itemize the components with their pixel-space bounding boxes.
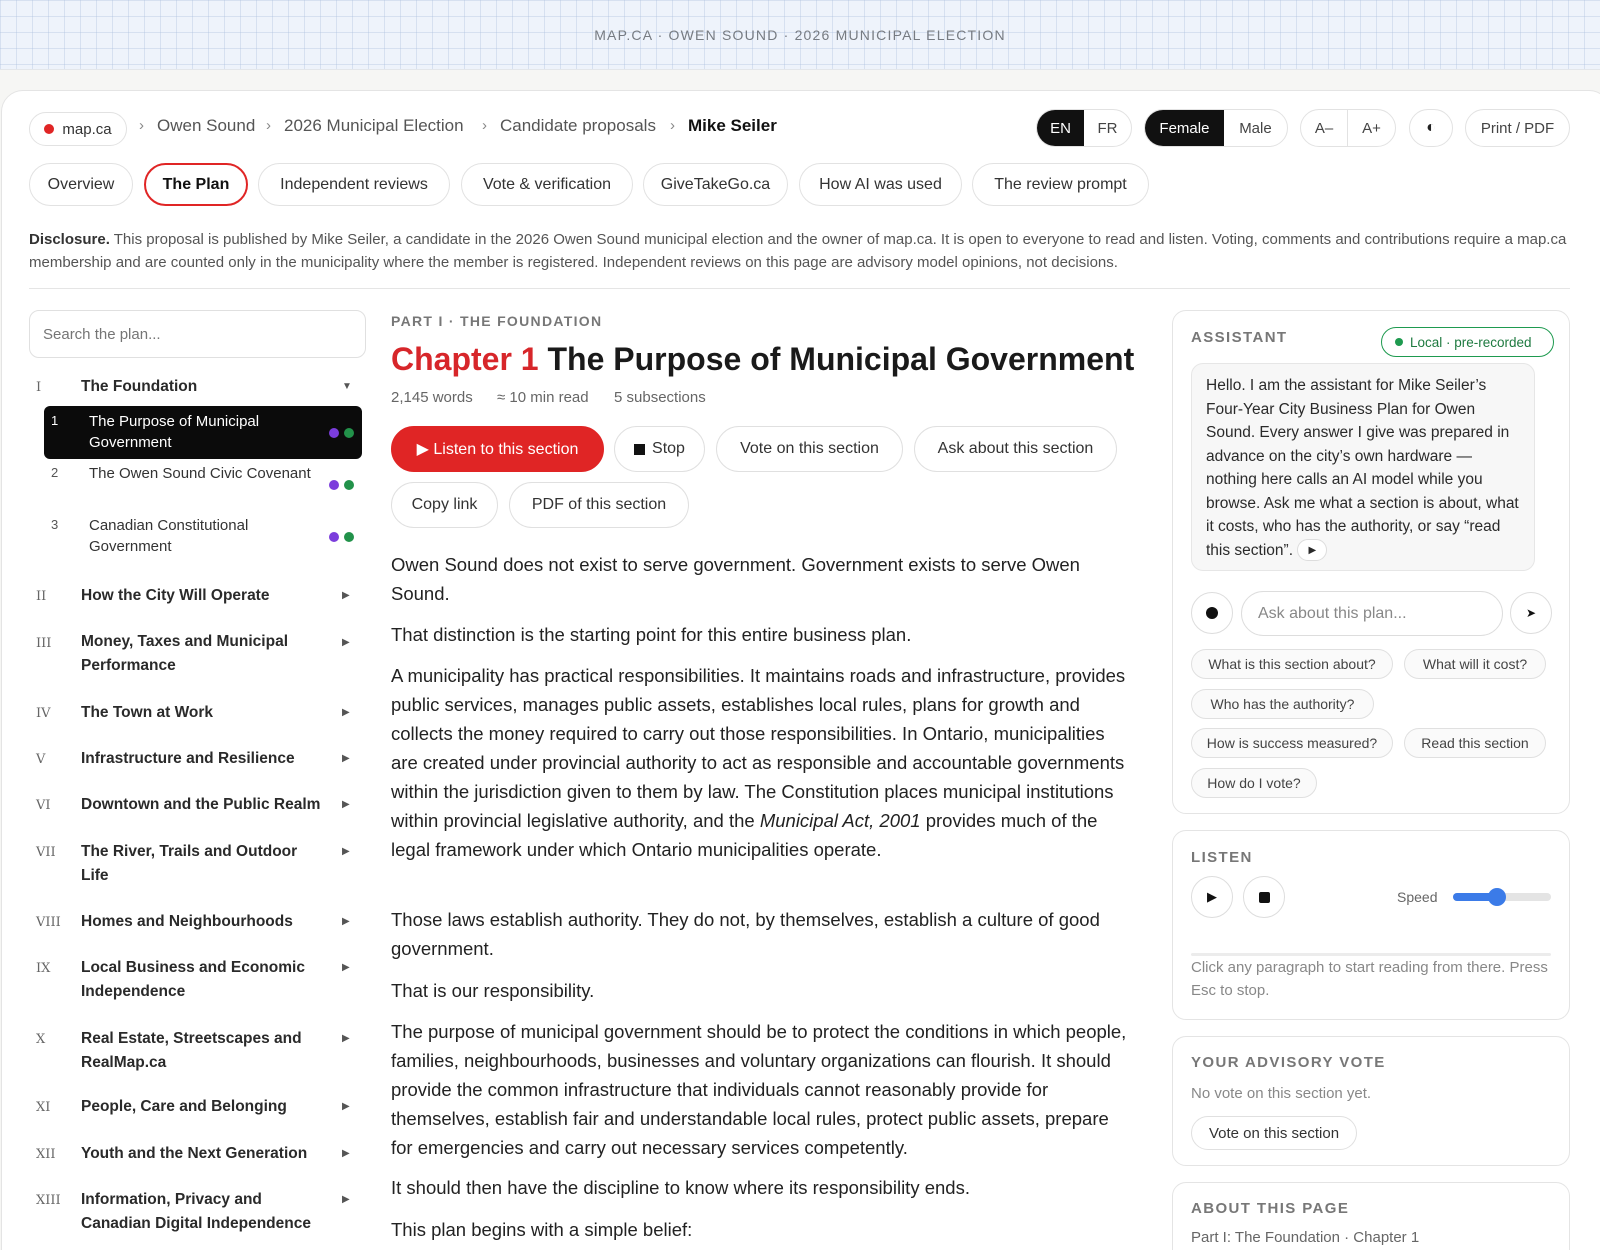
breadcrumb-separator: › <box>482 117 487 134</box>
suggestion-chip[interactable]: Read this section <box>1404 728 1546 758</box>
chapter-title: The Purpose of Municipal Government <box>547 341 1135 377</box>
chevron-right-icon: ▶ <box>342 637 350 648</box>
tab-vote-verification[interactable]: Vote & verification <box>461 163 633 206</box>
assistant-title: ASSISTANT <box>1191 329 1288 346</box>
disclosure-text: This proposal is published by Mike Seiler, a candidate in the 2026 Owen Sound municipal election and the owner of map.ca. It is open to everyone to read and listen. Voting, comments and contributions require a map.ca membership and are counted only in the municipality where the member is registered. Independent reviews on this page are advisory model opinions, not decisions. <box>29 231 1567 271</box>
paragraph[interactable]: That is our responsibility. <box>391 980 595 1001</box>
assistant-message: Hello. I am the assistant for Mike Seiler’s Four-Year City Business Plan for Owen Sound. Every answer I give was prepared in advance on the city’s own hardware — nothing here calls an AI model while you browse. Ask me what a section is about, what it costs, who has the authority, or say “read this section”. ▶ <box>1191 363 1535 571</box>
chapter-heading <box>391 341 1134 378</box>
breadcrumb-home[interactable]: map.ca <box>29 112 127 146</box>
paragraph[interactable]: That distinction is the starting point for this entire business plan. <box>391 624 912 645</box>
vote-button[interactable]: Vote on this section <box>1191 1116 1357 1150</box>
pdf-section-button[interactable]: PDF of this section <box>509 482 689 528</box>
review-dot-icon <box>344 480 354 490</box>
lang-fr-button[interactable]: FR <box>1097 119 1118 137</box>
chevron-right-icon: ▶ <box>342 1101 350 1112</box>
print-pdf-label: Print / PDF <box>1480 119 1555 137</box>
chevron-right-icon: ▶ <box>342 846 350 857</box>
paragraph[interactable]: This plan begins with a simple belief: <box>391 1219 693 1240</box>
send-icon: ➤ <box>1525 606 1537 620</box>
vote-title: YOUR ADVISORY VOTE <box>1191 1054 1386 1071</box>
copy-link-button[interactable]: Copy link <box>391 482 498 528</box>
red-dot-icon <box>44 124 54 134</box>
chevron-right-icon: ▶ <box>342 799 350 810</box>
status-dot-icon <box>1395 338 1403 346</box>
chevron-right-icon: ▶ <box>342 1033 350 1044</box>
send-button[interactable] <box>1510 592 1552 634</box>
chevron-right-icon: ▶ <box>342 707 350 718</box>
listen-hint: Click any paragraph to start reading from there. Press Esc to stop. <box>1191 959 1548 999</box>
paragraph[interactable]: It should then have the discipline to know where its responsibility ends. <box>391 1177 970 1198</box>
banner-text: MAP.CA · OWEN SOUND · 2026 MUNICIPAL ELECTION <box>594 27 1006 43</box>
breadcrumb-separator: › <box>670 117 675 134</box>
voice-female-button[interactable]: Female <box>1145 110 1224 146</box>
chevron-right-icon: ▶ <box>342 590 350 601</box>
speed-label: Speed <box>1397 889 1438 905</box>
vote-section-button[interactable]: Vote on this section <box>716 426 903 472</box>
contrast-icon: ◐ <box>1426 119 1436 136</box>
voice-male-button[interactable]: Male <box>1239 119 1272 137</box>
stop-icon <box>1259 892 1270 903</box>
tab-overview[interactable]: Overview <box>29 163 133 206</box>
disclosure-label: Disclosure. <box>29 231 110 248</box>
chevron-right-icon: ▶ <box>342 1194 350 1205</box>
breadcrumb-election[interactable]: 2026 Municipal Election <box>284 116 464 135</box>
font-decrease-button[interactable]: A– <box>1301 110 1348 146</box>
speed-slider-handle[interactable] <box>1488 888 1506 906</box>
paragraph[interactable]: A municipality has practical responsibilities. It maintains roads and infrastructure, provides public services, manages public assets, establishes local rules, plans for growth and collects the money required to carry out those responsibilities. In Ontario, municipalities are created under provincial authority to act as responsible and accountable governments within the jurisdiction given to them by law. The Constitution places municipal institutions within provincial legislative authority, and the Municipal Act, 2001 provides much of the legal framework under which Ontario municipalities operate. <box>391 665 1126 860</box>
tab-givetakego[interactable]: GiveTakeGo.ca <box>643 163 788 206</box>
stop-button[interactable] <box>1243 876 1285 918</box>
vote-status: No vote on this section yet. <box>1191 1085 1372 1102</box>
chevron-right-icon: ▶ <box>342 962 350 973</box>
contrast-button[interactable] <box>1409 109 1453 147</box>
language-toggle <box>1036 109 1132 147</box>
font-increase-button[interactable]: A+ <box>1362 119 1381 137</box>
tab-the-plan[interactable]: The Plan <box>144 163 248 206</box>
suggestion-chip[interactable]: What will it cost? <box>1404 649 1546 679</box>
advisory-vote-panel <box>1172 1036 1570 1166</box>
word-count: 2,145 words <box>391 389 473 406</box>
lang-en-button[interactable]: EN <box>1037 110 1084 146</box>
assistant-panel <box>1172 310 1570 814</box>
plan-search-input[interactable] <box>29 310 366 358</box>
chevron-right-icon: ▶ <box>342 753 350 764</box>
about-title: ABOUT THIS PAGE <box>1191 1200 1350 1217</box>
read-time: ≈ 10 min read <box>497 389 589 406</box>
sidebar-chapter-2[interactable]: 2 The Owen Sound Civic Covenant <box>44 458 362 510</box>
play-button[interactable] <box>1191 876 1233 918</box>
tab-independent-reviews[interactable]: Independent reviews <box>258 163 450 206</box>
paragraph[interactable]: Owen Sound does not exist to serve government. Government exists to serve Owen Sound. <box>391 554 1080 604</box>
status-badge: Local · pre-recorded <box>1381 327 1554 357</box>
review-dot-icon <box>329 532 339 542</box>
top-banner <box>0 0 1600 70</box>
review-dot-icon <box>329 428 339 438</box>
chevron-right-icon: ▶ <box>342 916 350 927</box>
sidebar-chapter-1[interactable]: 1 The Purpose of Municipal Government <box>44 406 362 459</box>
suggestion-chip[interactable]: How do I vote? <box>1191 768 1317 798</box>
speed-slider[interactable] <box>1453 893 1551 901</box>
review-dot-icon <box>344 428 354 438</box>
record-icon <box>1206 607 1218 619</box>
sidebar-chapter-3[interactable]: 3 Canadian Constitutional Government <box>44 510 362 562</box>
listen-button[interactable]: ▶ Listen to this section <box>391 426 604 472</box>
tab-review-prompt[interactable]: The review prompt <box>972 163 1149 206</box>
chevron-right-icon: ▶ <box>342 1148 350 1159</box>
record-button[interactable] <box>1191 592 1233 634</box>
paragraph[interactable]: The purpose of municipal government should be to protect the conditions in which people, families, neighbourhoods, businesses and voluntary organizations can flourish. It should provide the common infrastructure that individuals cannot reasonably provide for themselves, establish fair and understandable local rules, protect public assets, prepare for emergencies and carry out necessary services competently. <box>391 1021 1127 1158</box>
subsection-count: 5 subsections <box>614 389 706 406</box>
tab-how-ai-was-used[interactable]: How AI was used <box>799 163 962 206</box>
print-pdf-button[interactable] <box>1465 109 1570 147</box>
breadcrumb-current: Mike Seiler <box>688 116 777 135</box>
breadcrumb-proposals[interactable]: Candidate proposals <box>500 116 656 135</box>
suggestion-chip[interactable]: Who has the authority? <box>1191 689 1374 719</box>
suggestion-chip[interactable]: What is this section about? <box>1191 649 1393 679</box>
breadcrumb-separator: › <box>139 117 144 134</box>
voice-toggle <box>1144 109 1288 147</box>
review-dot-icon <box>329 480 339 490</box>
breadcrumb-owen-sound[interactable]: Owen Sound <box>157 116 256 135</box>
about-panel <box>1172 1182 1570 1250</box>
font-size-controls <box>1300 109 1396 147</box>
breadcrumb-separator: › <box>266 117 271 134</box>
ask-section-button[interactable]: Ask about this section <box>914 426 1117 472</box>
divider <box>29 288 1570 289</box>
listen-title: LISTEN <box>1191 849 1253 866</box>
stop-icon <box>634 444 645 455</box>
listen-panel <box>1172 830 1570 1020</box>
about-text: Part I: The Foundation · Chapter 1 <box>1191 1229 1420 1246</box>
part-kicker: PART I · THE FOUNDATION <box>391 313 603 329</box>
suggestion-chip[interactable]: How is success measured? <box>1191 728 1393 758</box>
paragraph[interactable]: Those laws establish authority. They do not, by themselves, establish a culture of good government. <box>391 909 1100 959</box>
play-icon[interactable]: ▶ <box>1297 539 1327 561</box>
chapter-label: Chapter 1 <box>391 341 539 377</box>
chevron-down-icon: ▼ <box>342 381 352 392</box>
disclosure <box>29 229 1569 274</box>
play-icon: ▶ <box>1207 889 1217 904</box>
review-dot-icon <box>344 532 354 542</box>
assistant-input[interactable]: Ask about this plan... <box>1241 591 1503 636</box>
stop-button[interactable]: Stop <box>614 426 705 472</box>
progress-bar[interactable] <box>1191 953 1551 956</box>
